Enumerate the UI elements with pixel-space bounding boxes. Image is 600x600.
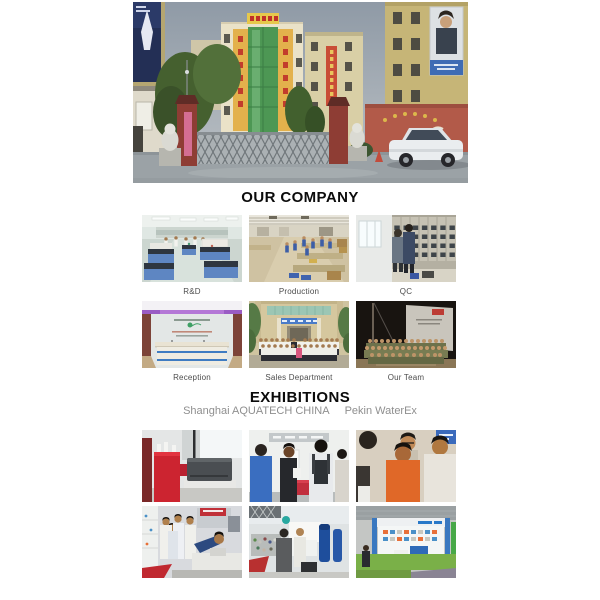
expo-visitors-counter-photo xyxy=(249,430,349,502)
reception-photo xyxy=(142,301,242,368)
exhibitions-title: EXHIBITIONS xyxy=(249,389,351,406)
exhibition-photo-grid xyxy=(142,430,456,578)
exhibitions-subtitle xyxy=(0,405,600,418)
exhibition-photo-4 xyxy=(142,506,242,578)
our-company-title: OUR COMPANY xyxy=(241,189,359,206)
production-photo xyxy=(249,215,349,282)
exhibition-photo-2 xyxy=(249,430,349,502)
exhibition-name-aquatech: Shanghai AQUATECH CHINA xyxy=(183,405,330,417)
rnd-caption: R&D xyxy=(183,287,201,296)
exhibition-photo-1 xyxy=(142,430,242,502)
sales-department-photo xyxy=(249,301,349,368)
reception-caption: Reception xyxy=(173,373,211,382)
expo-demo-table-photo xyxy=(142,506,242,578)
company-item-production xyxy=(249,215,349,301)
rnd-photo xyxy=(142,215,242,282)
exhibition-name-waterex: Pekin WaterEx xyxy=(344,405,417,417)
production-caption: Production xyxy=(278,287,320,296)
expo-hall-tanks-photo xyxy=(249,506,349,578)
company-photo-grid xyxy=(142,215,456,387)
company-item-rnd xyxy=(142,215,242,301)
qc-caption: QC xyxy=(399,287,413,296)
qc-photo xyxy=(356,215,456,282)
our-team-caption: Our Team xyxy=(387,373,425,382)
sales-department-caption: Sales Department xyxy=(265,373,333,382)
company-item-team xyxy=(356,301,456,387)
our-team-photo xyxy=(356,301,456,368)
company-item-sales xyxy=(249,301,349,387)
factory-building-illustration xyxy=(133,2,468,183)
exhibition-photo-6 xyxy=(356,506,456,578)
company-item-reception xyxy=(142,301,242,387)
company-item-qc xyxy=(356,215,456,301)
factory-building-photo xyxy=(133,2,468,183)
expo-booth-machines-photo xyxy=(142,430,242,502)
expo-crowd-closeup-photo xyxy=(356,430,456,502)
expo-booth-wide-photo xyxy=(356,506,456,578)
exhibition-photo-5 xyxy=(249,506,349,578)
exhibition-photo-3 xyxy=(356,430,456,502)
